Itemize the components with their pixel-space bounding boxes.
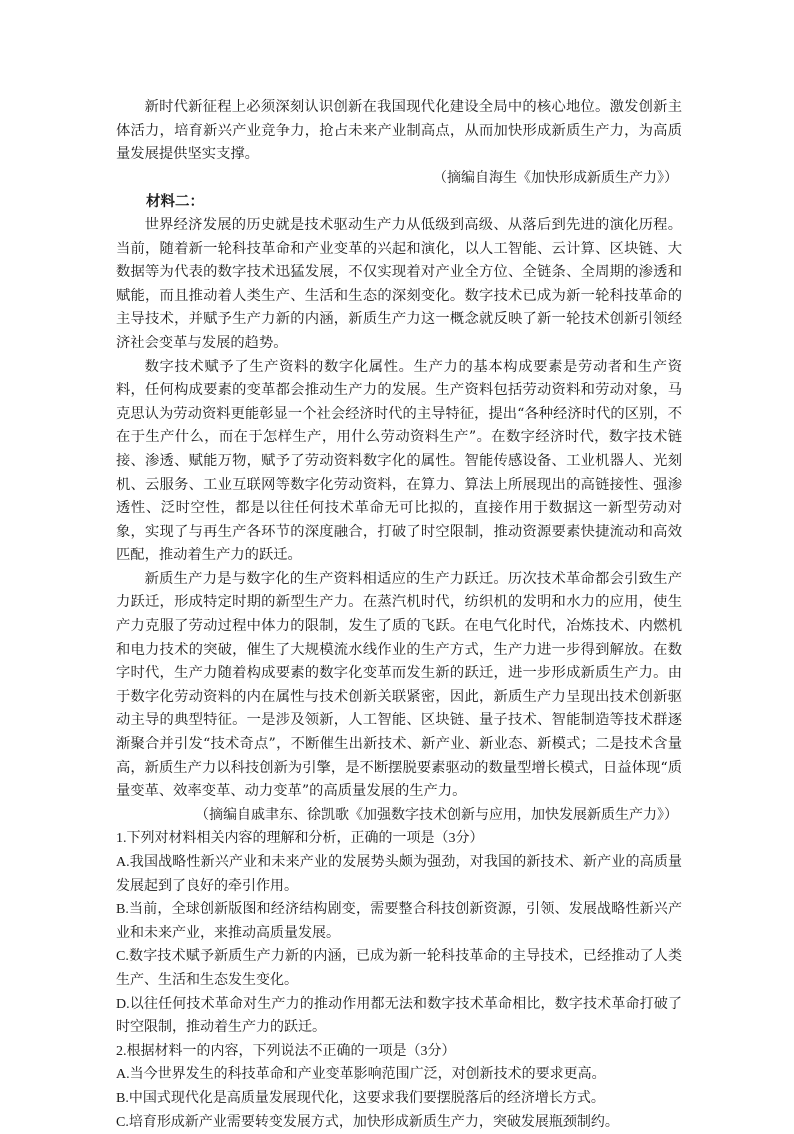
option-a: A.当今世界发生的科技革命和产业变革影响范围广泛，对创新技术的要求更高。	[116, 1067, 606, 1083]
material2-source: （摘编自戚聿东、徐凯歌《加强数字技术创新与应用，加快发展新质生产力》）	[195, 806, 678, 823]
question-stem: 2.根据材料一的内容，下列说法不正确的一项是（3分）	[116, 1043, 456, 1059]
option-b: B.中国式现代化是高质量发展现代化，这要求我们要摆脱落后的经济增长方式。	[116, 1090, 605, 1106]
material1-source: （摘编自海生《加快形成新质生产力》）	[433, 169, 678, 186]
material2-paragraph-2: 数字技术赋予了生产资料的数字化属性。生产力的基本构成要素是劳动者和生产资料，任何构成要素的变革都会推动生产力的发展。生产资料包括劳动资料和劳动对象，马克思认为劳动资料更能彰显一个社会经济时代的主导特征，提出“各种经济时代的区别，不在于生产什么，而在于怎样生产，用什么劳动资料生产”。在数字经济时代，数字技术链接、渗透、赋能万物，赋予了劳动资料数字化的属性。智能传感设备、工业机器人、光刻机、云服务、工业互联网等数字化劳动资料，在算力、算法上所展现出的高链接性、强渗透性、泛时空性，都是以往任何技术革命无可比拟的，直接作用于数据这一新型劳动对象，实现了与再生产各环节的深度融合，打破了时空限制，推动资源要素快捷流动和高效匹配，推动着生产力的跃迁。	[116, 358, 682, 564]
material2-paragraph-1: 世界经济发展的历史就是技术驱动生产力从低级到高级、从落后到先进的演化历程。当前，随着新一轮科技革命和产业变革的兴起和演化，以人工智能、云计算、区块链、大数据等为代表的数字技术迅猛发展，不仅实现着对产业全方位、全链条、全周期的渗透和赋能，而且推动着人类生产、生活和生态的深刻变化。数字技术已成为新一轮科技革命的主导技术，并赋予生产力新的内涵，新质生产力这一概念就反映了新一轮技术创新引领经济社会变革与发展的趋势。	[116, 216, 682, 351]
material2-paragraph-3: 新质生产力是与数字化的生产资料相适应的生产力跃迁。历次技术革命都会引致生产力跃迁，形成特定时期的新型生产力。在蒸汽机时代，纺织机的发明和水力的应用，使生产力克服了劳动过程中体力的限制，发生了质的飞跃。在电气化时代，冶炼技术、内燃机和电力技术的突破，催生了大规模流水线作业的生产方式，生产力进一步得到解放。在数字时代，生产力随着构成要素的数字化变革而发生新的跃迁，进一步形成新质生产力。由于数字化劳动资料的内在属性与技术创新关联紧密，因此，新质生产力呈现出技术创新驱动主导的典型特征。一是涉及领新，人工智能、区块链、量子技术、智能制造等技术群逐渐聚合并引发“技术奇点”，不断催生出新技术、新产业、新业态、新模式；二是技术含量高，新质生产力以科技创新为引擎，是不断摆脱要素驱动的数量型增长模式，日益体现“质量变革、效率变革、动力变革”的高质量发展的生产力。	[116, 570, 682, 800]
question-2	[116, 1040, 682, 1134]
material2-heading: 材料二：	[146, 193, 204, 211]
option-c: C.培育形成新产业需要转变发展方式，加快形成新质生产力，突破发展瓶颈制约。	[116, 1114, 619, 1130]
option-c: C.数字技术赋予新质生产力新的内涵，已成为新一轮科技革命的主导技术，已经推动了人类生产、生活和生态发生变化。	[116, 949, 682, 988]
option-b: B.当前，全球创新版图和经济结构剧变，需要整合科技创新资源，引领、发展战略性新兴产业和未来产业，来推动高质量发展。	[116, 902, 682, 941]
question-1	[116, 827, 682, 1039]
option-a: A.我国战略性新兴产业和未来产业的发展势头颇为强劲，对我国的新技术、新产业的高质量发展起到了良好的牵引作用。	[116, 855, 682, 894]
material1-closing-paragraph: 新时代新征程上必须深刻认识创新在我国现代化建设全局中的核心地位。激发创新主体活力，培育新兴产业竞争力，抢占未来产业制高点，从而加快形成新质生产力，为高质量发展提供坚实支撑。	[116, 99, 682, 163]
question-stem: 1.下列对材料相关内容的理解和分析，正确的一项是（3分）	[116, 831, 484, 847]
option-d: D.以往任何技术革命对生产力的推动作用都无法和数字技术革命相比，数字技术革命打破了时空限制，推动着生产力的跃迁。	[116, 996, 682, 1036]
